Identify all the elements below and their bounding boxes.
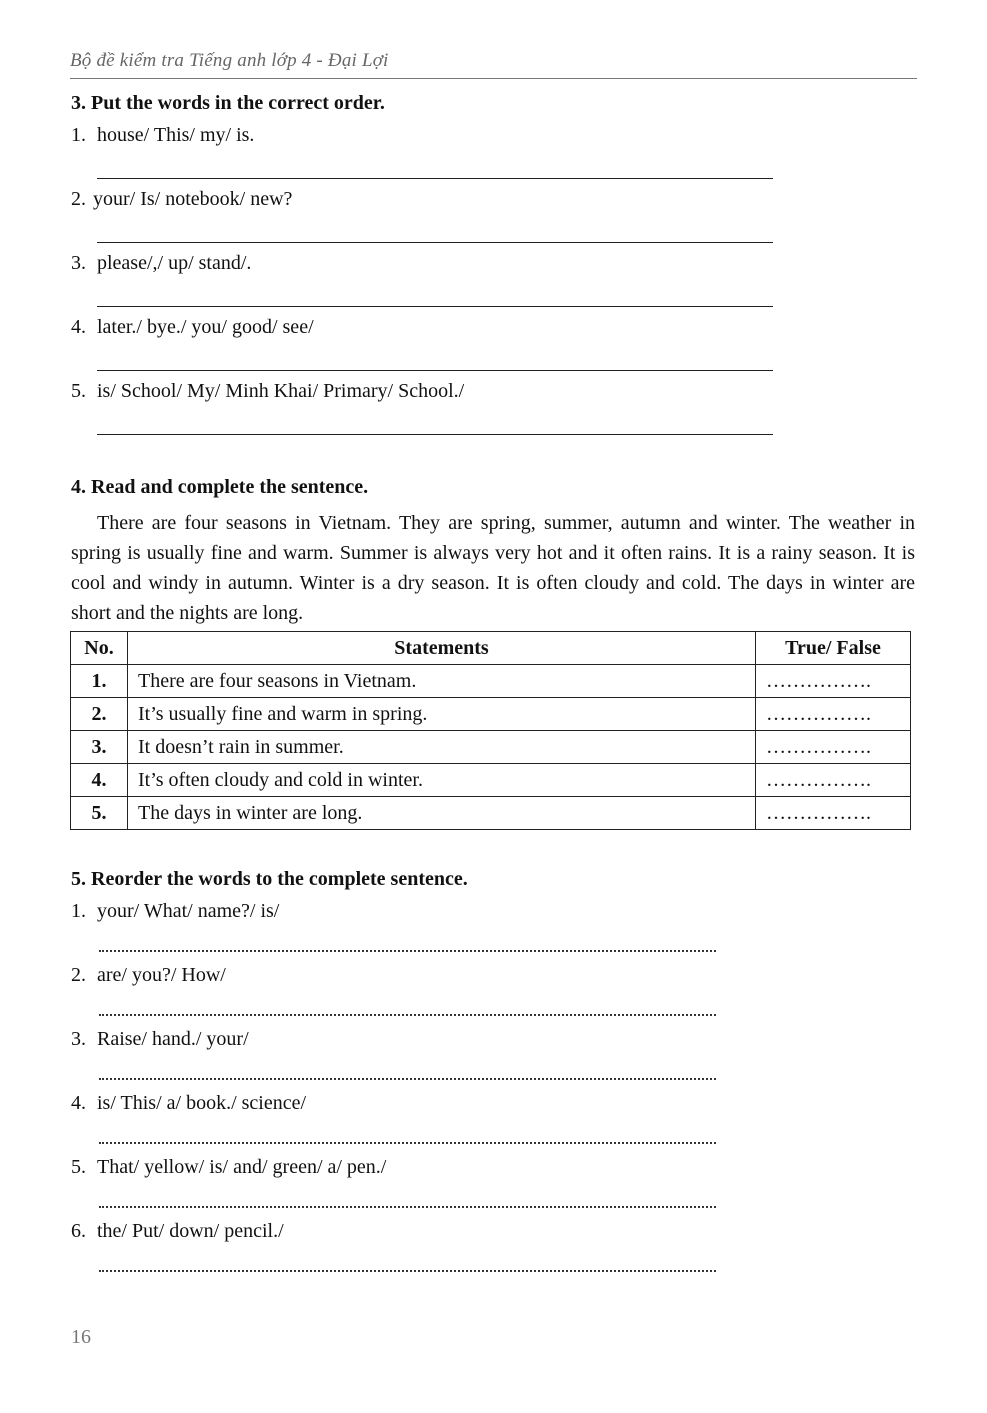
- item-number: 4.: [71, 1092, 86, 1114]
- row-number: 5.: [71, 797, 128, 830]
- s3-item-3: [71, 252, 251, 275]
- s3-item-2: [71, 188, 292, 211]
- item-number: 3.: [71, 1028, 86, 1050]
- item-number: 3.: [71, 252, 86, 274]
- item-number: 2.: [71, 188, 86, 210]
- s5-item-4: [71, 1092, 306, 1115]
- s5-answer-line-1[interactable]: [99, 950, 716, 952]
- s5-answer-line-3[interactable]: [99, 1078, 716, 1080]
- row-statement: It doesn’t rain in summer.: [128, 731, 756, 764]
- table-row: [71, 665, 911, 698]
- item-number: 2.: [71, 964, 86, 986]
- item-number: 1.: [71, 900, 86, 922]
- table-row: [71, 797, 911, 830]
- table-row: [71, 731, 911, 764]
- s3-item-5: [71, 380, 464, 403]
- s5-answer-line-5[interactable]: [99, 1206, 716, 1208]
- item-number: 5.: [71, 380, 86, 402]
- page-header: [70, 50, 917, 79]
- true-false-table: [70, 631, 911, 830]
- row-answer-blank[interactable]: …………….: [756, 698, 911, 731]
- s5-item-1: [71, 900, 279, 923]
- item-text: is/ This/ a/ book./ science/: [97, 1092, 307, 1114]
- table-row: [71, 764, 911, 797]
- s3-item-1: [71, 124, 254, 147]
- page-number: 16: [71, 1326, 91, 1348]
- row-statement: The days in winter are long.: [128, 797, 756, 830]
- s5-answer-line-2[interactable]: [99, 1014, 716, 1016]
- s3-answer-line-4[interactable]: [97, 370, 773, 371]
- item-text: your/ Is/ notebook/ new?: [93, 188, 293, 210]
- row-answer-blank[interactable]: …………….: [756, 731, 911, 764]
- row-statement: It’s usually fine and warm in spring.: [128, 698, 756, 731]
- s3-answer-line-3[interactable]: [97, 306, 773, 307]
- item-text: are/ you?/ How/: [97, 964, 226, 986]
- row-number: 4.: [71, 764, 128, 797]
- item-text: the/ Put/ down/ pencil./: [97, 1220, 284, 1242]
- item-number: 5.: [71, 1156, 86, 1178]
- header-no: No.: [71, 632, 128, 665]
- item-number: 6.: [71, 1220, 86, 1242]
- s5-item-6: [71, 1220, 284, 1243]
- s5-item-5: [71, 1156, 386, 1179]
- item-text: later./ bye./ you/ good/ see/: [97, 316, 314, 338]
- section-5-title: 5. Reorder the words to the complete sentence.: [71, 868, 468, 890]
- item-number: 1.: [71, 124, 86, 146]
- row-answer-blank[interactable]: …………….: [756, 797, 911, 830]
- s3-answer-line-5[interactable]: [97, 434, 773, 435]
- s3-item-4: [71, 316, 314, 339]
- header-title: Bộ đề kiểm tra Tiếng anh lớp 4 - Đại Lợi: [70, 50, 389, 71]
- item-text: is/ School/ My/ Minh Khai/ Primary/ School./: [97, 380, 465, 402]
- s5-item-3: [71, 1028, 249, 1051]
- header-true-false: True/ False: [756, 632, 911, 665]
- s5-item-2: [71, 964, 226, 987]
- s3-answer-line-1[interactable]: [97, 178, 773, 179]
- row-answer-blank[interactable]: …………….: [756, 764, 911, 797]
- item-text: That/ yellow/ is/ and/ green/ a/ pen./: [97, 1156, 387, 1178]
- row-number: 1.: [71, 665, 128, 698]
- row-answer-blank[interactable]: …………….: [756, 665, 911, 698]
- row-statement: It’s often cloudy and cold in winter.: [128, 764, 756, 797]
- s3-answer-line-2[interactable]: [97, 242, 773, 243]
- row-number: 3.: [71, 731, 128, 764]
- table-header-row: [71, 632, 911, 665]
- s5-answer-line-6[interactable]: [99, 1270, 716, 1272]
- item-text: house/ This/ my/ is.: [97, 124, 255, 146]
- row-statement: There are four seasons in Vietnam.: [128, 665, 756, 698]
- header-statements: Statements: [128, 632, 756, 665]
- table-row: [71, 698, 911, 731]
- reading-passage: There are four seasons in Vietnam. They are spring, summer, autumn and winter. The weather in spring is usually fine and warm. Summer is always very hot and it often rains. It is a rainy season. It is cool and windy in autumn. Winter is a dry season. It is often cloudy and cold. The days in winter are short and the nights are long.: [71, 512, 915, 624]
- item-text: Raise/ hand./ your/: [97, 1028, 249, 1050]
- item-text: please/,/ up/ stand/.: [97, 252, 252, 274]
- s5-answer-line-4[interactable]: [99, 1142, 716, 1144]
- item-number: 4.: [71, 316, 86, 338]
- section-3-title: 3. Put the words in the correct order.: [71, 92, 385, 114]
- item-text: your/ What/ name?/ is/: [97, 900, 280, 922]
- section-4-title: 4. Read and complete the sentence.: [71, 476, 369, 498]
- row-number: 2.: [71, 698, 128, 731]
